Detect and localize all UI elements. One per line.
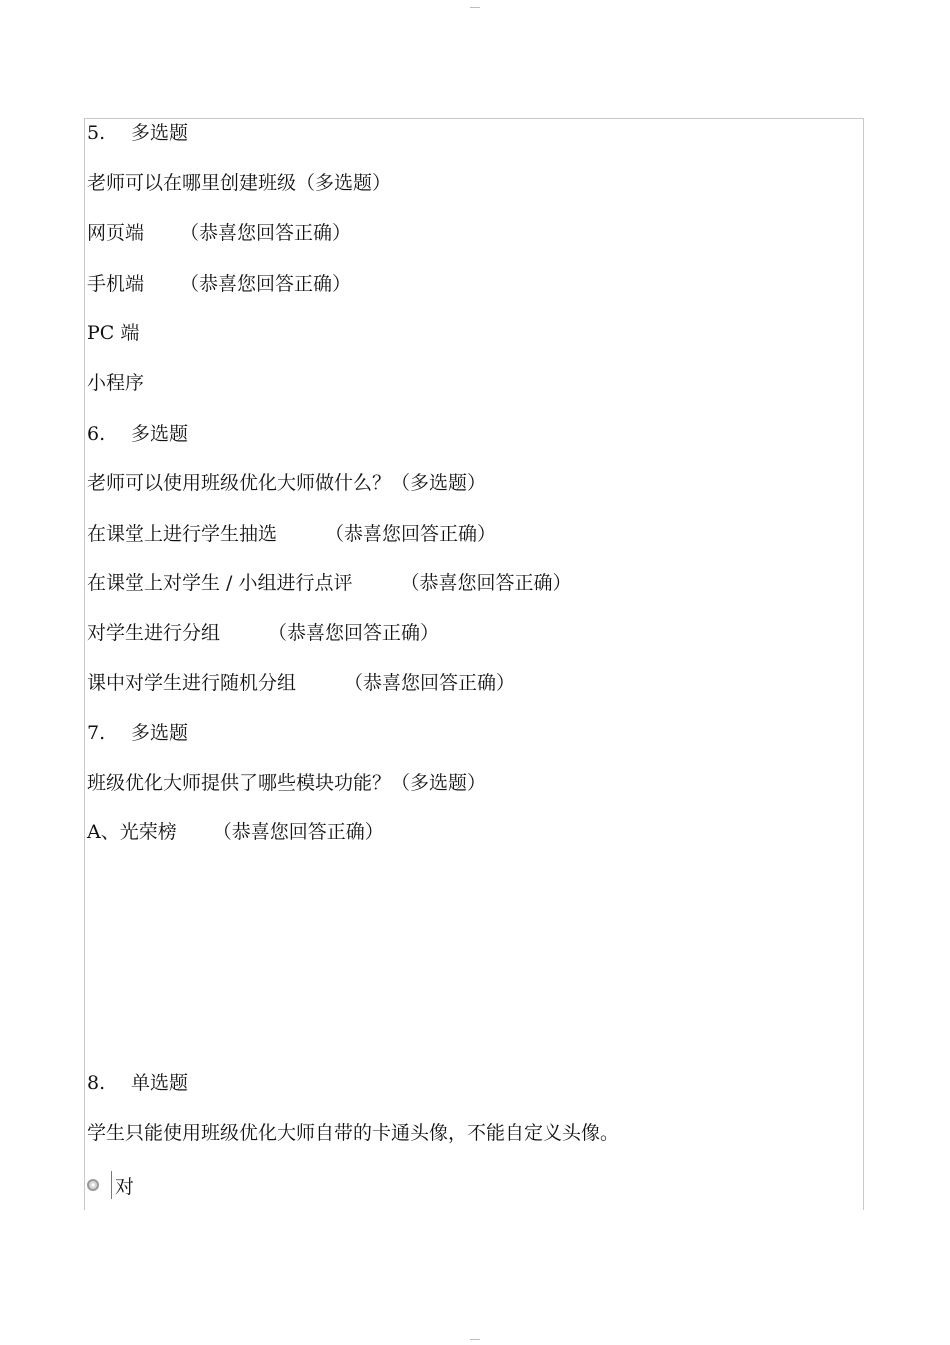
answer-feedback: （恭喜您回答正确） <box>344 672 516 694</box>
option-text: 在课堂上进行学生抽选 <box>87 523 278 545</box>
option-text: A、光荣榜 <box>87 821 177 843</box>
page-top-mark <box>470 7 480 8</box>
question-number: 8. <box>87 1072 106 1094</box>
option-text: 网页端 <box>87 222 145 244</box>
question-6-option-3[interactable] <box>87 621 439 645</box>
answer-feedback: （恭喜您回答正确） <box>180 222 352 244</box>
question-6-option-1[interactable] <box>87 522 496 546</box>
option-text: 手机端 <box>87 273 145 295</box>
option-divider <box>111 1171 112 1199</box>
question-7-header <box>87 721 188 745</box>
question-type: 多选题 <box>131 722 189 744</box>
question-6-option-4[interactable] <box>87 671 515 695</box>
question-6-option-2[interactable] <box>87 571 572 595</box>
answer-feedback: （恭喜您回答正确） <box>212 821 384 843</box>
question-8-option-1[interactable] <box>84 1168 134 1202</box>
radio-button[interactable] <box>87 1179 99 1191</box>
answer-feedback: （恭喜您回答正确） <box>400 572 572 594</box>
option-text: 课中对学生进行随机分组 <box>87 672 297 694</box>
question-5-option-4[interactable] <box>87 371 144 395</box>
question-7-option-1[interactable] <box>87 820 384 844</box>
question-5-option-2[interactable] <box>87 272 351 296</box>
question-7-prompt: 班级优化大师提供了哪些模块功能？（多选题） <box>87 772 487 794</box>
question-type: 多选题 <box>131 423 189 445</box>
question-number: 6. <box>87 423 106 445</box>
page-bottom-mark <box>470 1339 480 1340</box>
question-type: 单选题 <box>131 1072 189 1094</box>
answer-feedback: （恭喜您回答正确） <box>180 273 352 295</box>
question-5-option-1[interactable] <box>87 221 351 245</box>
option-text: PC 端 <box>87 322 140 344</box>
question-6-header <box>87 422 188 446</box>
option-text: 对 <box>115 1175 135 1198</box>
option-text: 在课堂上对学生 / 小组进行点评 <box>87 572 353 594</box>
question-8-prompt: 学生只能使用班级优化大师自带的卡通头像，不能自定义头像。 <box>87 1122 620 1144</box>
question-8-header <box>87 1071 188 1095</box>
option-text: 小程序 <box>87 372 145 394</box>
answer-feedback: （恭喜您回答正确） <box>268 622 440 644</box>
answer-feedback: （恭喜您回答正确） <box>325 523 497 545</box>
question-number: 5. <box>87 122 106 144</box>
question-5-prompt: 老师可以在哪里创建班级（多选题） <box>87 172 392 194</box>
question-number: 7. <box>87 722 106 744</box>
option-text: 对学生进行分组 <box>87 622 221 644</box>
question-5-header <box>87 121 188 145</box>
question-type: 多选题 <box>131 122 189 144</box>
question-5-option-3[interactable] <box>87 321 139 345</box>
question-6-prompt: 老师可以使用班级优化大师做什么？（多选题） <box>87 472 487 494</box>
